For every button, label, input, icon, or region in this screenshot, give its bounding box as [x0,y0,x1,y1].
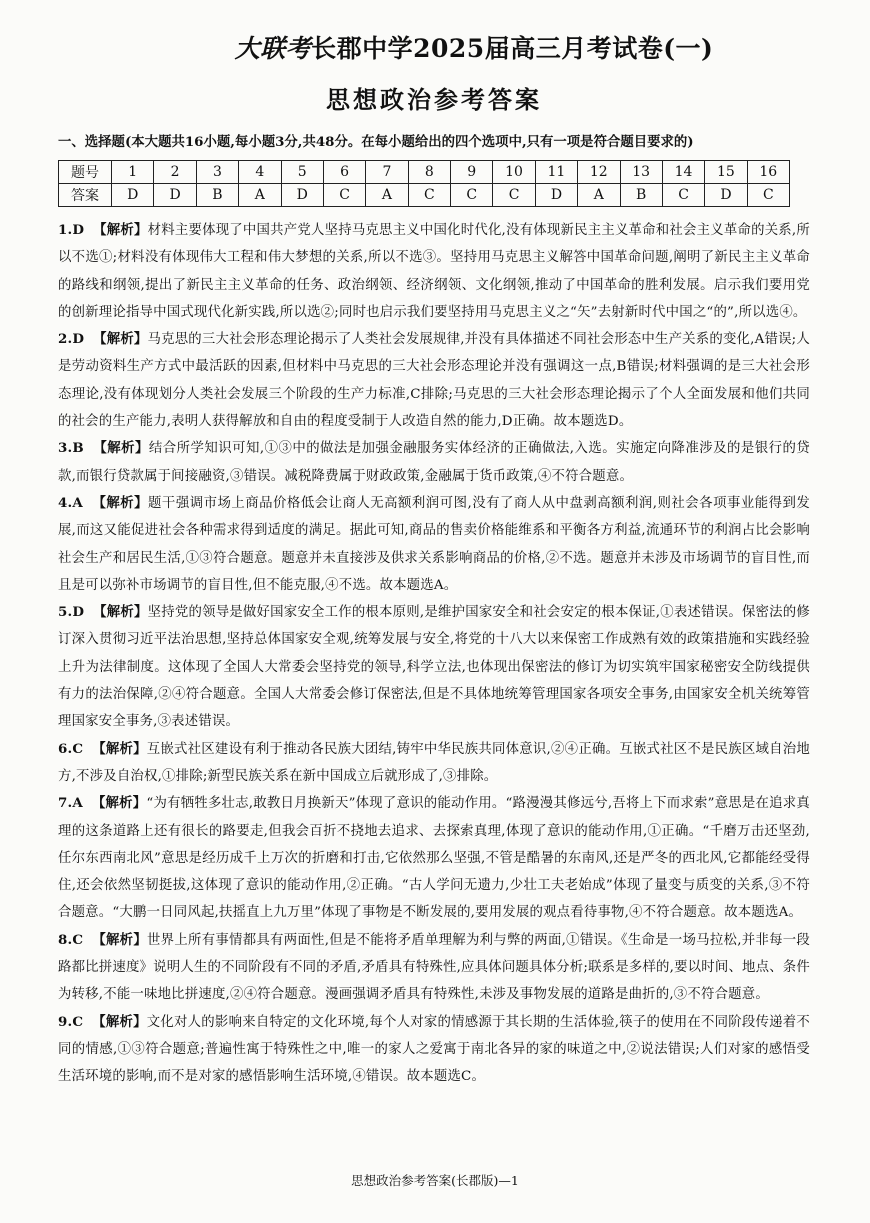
analysis-tag: 【解析】 [93,222,148,238]
analysis-item [58,435,810,490]
question-answer-label: 9.C [58,1013,84,1030]
brand-logo-text: 大联考 [234,34,312,63]
question-number-cell: 3 [196,161,238,184]
analysis-tag: 【解析】 [92,740,147,757]
answer-cell: C [323,184,365,207]
section-heading: 一、选择题(本大题共16小题,每小题3分,共48分。在每小题给出的四个选项中,只有一项是符合题目要求的) [58,134,694,150]
analysis-tag: 【解析】 [92,931,148,948]
question-number-cell: 15 [705,161,747,184]
analysis-item [58,599,810,735]
analysis-item [58,1009,810,1091]
analysis-list [58,217,810,1091]
question-number-cell: 11 [535,161,577,184]
answer-cell: A [239,184,281,207]
question-number-cell: 8 [408,161,450,184]
exam-title [58,30,810,68]
analysis-text: 结合所学知识可知,①③中的做法是加强金融服务实体经济的正确做法,入选。实施定向降准涉及的是银行的贷款,而银行贷款属于间接融资,③错误。减税降费属于财政政策,金融属于货币政策,④不符合题意。 [58,441,810,484]
analysis-tag: 【解析】 [93,440,149,457]
analysis-tag: 【解析】 [92,1013,147,1030]
question-number-cell: 9 [451,161,493,184]
analysis-text: 文化对人的影响来自特定的文化环境,每个人对家的情感源于其长期的生活体验,筷子的使用在不同阶段传递着不同的情感,①③符合题意;普遍性寓于特殊性之中,唯一的家人之爱寓于南北各异的家的味道之中,②说法错误;人们对家的感悟受生活环境的影响,而不是对家的感悟影响生活环境,④错误。故本题选C。 [58,1014,810,1085]
answer-cell: D [112,184,154,207]
analysis-text: 世界上所有事情都具有两面性,但是不能将矛盾单理解为利与弊的两面,①错误。《生命是一场马拉松,并非每一段路都比拼速度》说明人生的不同阶段有不同的矛盾,矛盾具有特殊性,应具体问题具体分析;联系是多样的,要以时间、地点、条件为转移,不能一味地比拼速度,②④符合题意。漫画强调矛盾具有特殊性,未涉及事物发展的道路是曲折的,③不符合题意。 [58,932,810,1003]
page-subtitle: 思想政治参考答案 [326,85,542,114]
question-number-cell: 13 [620,161,662,184]
row-label-number: 题号 [59,161,112,184]
analysis-text: 互嵌式社区建设有利于推动各民族大团结,铸牢中华民族共同体意识,②④正确。互嵌式社区不是民族区域自治地方,不涉及自治权,①排除;新型民族关系在新中国成立后就形成了,③排除。 [58,741,810,784]
answer-cell: B [196,184,238,207]
question-answer-label: 7.A [58,795,83,812]
question-number-cell: 10 [493,161,535,184]
analysis-item [58,790,810,926]
exam-title-text: 长郡中学2025届高三月考试卷(一) [311,34,714,63]
question-number-cell: 4 [239,161,281,184]
analysis-item [58,736,810,791]
analysis-text: 题干强调市场上商品价格低会让商人无高额利润可图,没有了商人从中盘剥高额利润,则社会各项事业能得到发展,而这又能促进社会各种需求得到适度的满足。据此可知,商品的售卖价格能维系和平衡各方利益,流通环节的利润占比会影响社会生产和居民生活,①③符合题意。题意并未直接涉及供求关系影响商品的价格,②不选。题意并未涉及市场调节的盲目性,而且是可以弥补市场调节的盲目性,但不能克服,④不选。故本题选A。 [58,495,810,593]
answer-cell: A [366,184,408,207]
row-label-answer: 答案 [59,184,112,207]
question-number-cell: 1 [112,161,154,184]
analysis-tag: 【解析】 [93,604,148,621]
question-answer-label: 6.C [58,740,84,757]
answer-cell: C [662,184,704,207]
answer-cell: C [451,184,493,207]
question-number-cell: 14 [662,161,704,184]
answer-cell: D [281,184,323,207]
answer-cell: C [408,184,450,207]
question-answer-label: 2.D [58,331,85,348]
question-answer-label: 4.A [58,494,83,511]
analysis-item [58,927,810,1009]
question-answer-label: 1.D [58,222,85,238]
analysis-text: 马克思的三大社会形态理论揭示了人类社会发展规律,并没有具体描述不同社会形态中生产关系的变化,A错误;人是劳动资料生产方式中最活跃的因素,但材料中马克思的三大社会形态理论并没有强调这一点,B错误;材料强调的是三大社会形态理论,没有体现划分人类社会发展三个阶段的生产力标准,C排除;马克思的三大社会形态理论揭示了个人全面发展和他们共同的社会的生产能力,表明人获得解放和自由的程度受制于人改造自然的能力,D正确。故本题选D。 [58,332,810,430]
answer-cell: C [747,184,789,207]
analysis-text: 坚持党的领导是做好国家安全工作的根本原则,是维护国家安全和社会安定的根本保证,①表述错误。保密法的修订深入贯彻习近平法治思想,坚持总体国家安全观,统筹发展与安全,将党的十八大以来保密工作成熟有效的政策措施和实践经验上升为法律制度。这体现了全国人大常委会坚持党的领导,科学立法,也体现出保密法的修订为切实筑牢国家秘密安全防线提供有力的法治保障,②④符合题意。全国人大常委会修订保密法,但是不具体地统筹管理国家各项安全事务,由国家安全机关统筹管理国家安全事务,③表述错误。 [58,605,810,730]
analysis-item [58,490,810,599]
answer-cell: B [620,184,662,207]
question-number-cell: 16 [747,161,789,184]
question-number-cell: 5 [281,161,323,184]
answer-cell: A [578,184,620,207]
question-answer-label: 8.C [58,931,84,948]
question-number-cell: 12 [578,161,620,184]
answer-row [59,184,790,207]
analysis-tag: 【解析】 [93,331,148,348]
analysis-tag: 【解析】 [92,494,149,511]
page-footer: 思想政治参考答案(长郡版)—1 [351,1173,519,1188]
analysis-tag: 【解析】 [91,795,147,812]
question-number-cell: 7 [366,161,408,184]
analysis-text: “为有牺牲多壮志,敢教日月换新天”体现了意识的能动作用。“路漫漫其修远兮,吾将上下而求索”意思是在追求真理的这条道路上还有很长的路要走,但我会百折不挠地去追求、去探索真理,体现了意识的能动作用,①正确。“千磨万击还坚劲,任尔东西南北风”意思是经历成千上万次的折磨和打击,它依然那么坚强,不管是酷暑的东南风,还是严冬的西北风,它都能经受得住,还会依然坚韧挺拔,这体现了意识的能动作用,②正确。“古人学问无遗力,少壮工夫老始成”体现了量变与质变的关系,③不符合题意。“大鹏一日同风起,扶摇直上九万里”体现了事物是不断发展的,要用发展的观点看待事物,④不符合题意。故本题选A。 [58,796,810,921]
question-number-cell: 2 [154,161,196,184]
answer-cell: D [705,184,747,207]
answer-cell: C [493,184,535,207]
question-number-row [59,161,790,184]
analysis-item [58,326,810,435]
question-answer-label: 3.B [58,440,84,457]
answer-table [58,160,790,207]
answer-cell: D [535,184,577,207]
analysis-item [58,217,810,326]
answer-cell: D [154,184,196,207]
analysis-text: 材料主要体现了中国共产党人坚持马克思主义中国化时代化,没有体现新民主主义革命和社会主义革命的关系,所以不选①;材料没有体现伟大工程和伟大梦想的关系,所以不选③。坚持用马克思主义解答中国革命问题,阐明了新民主主义革命的路线和纲领,提出了新民主主义革命的任务、政治纲领、经济纲领、文化纲领,推动了中国革命的胜利发展。启示我们要用党的创新理论指导中国式现代化新实践,所以选②;同时也启示我们要坚持用马克思主义之“矢”去射新时代中国之“的”,所以选④。 [58,223,810,320]
question-number-cell: 6 [323,161,365,184]
question-answer-label: 5.D [58,604,85,621]
